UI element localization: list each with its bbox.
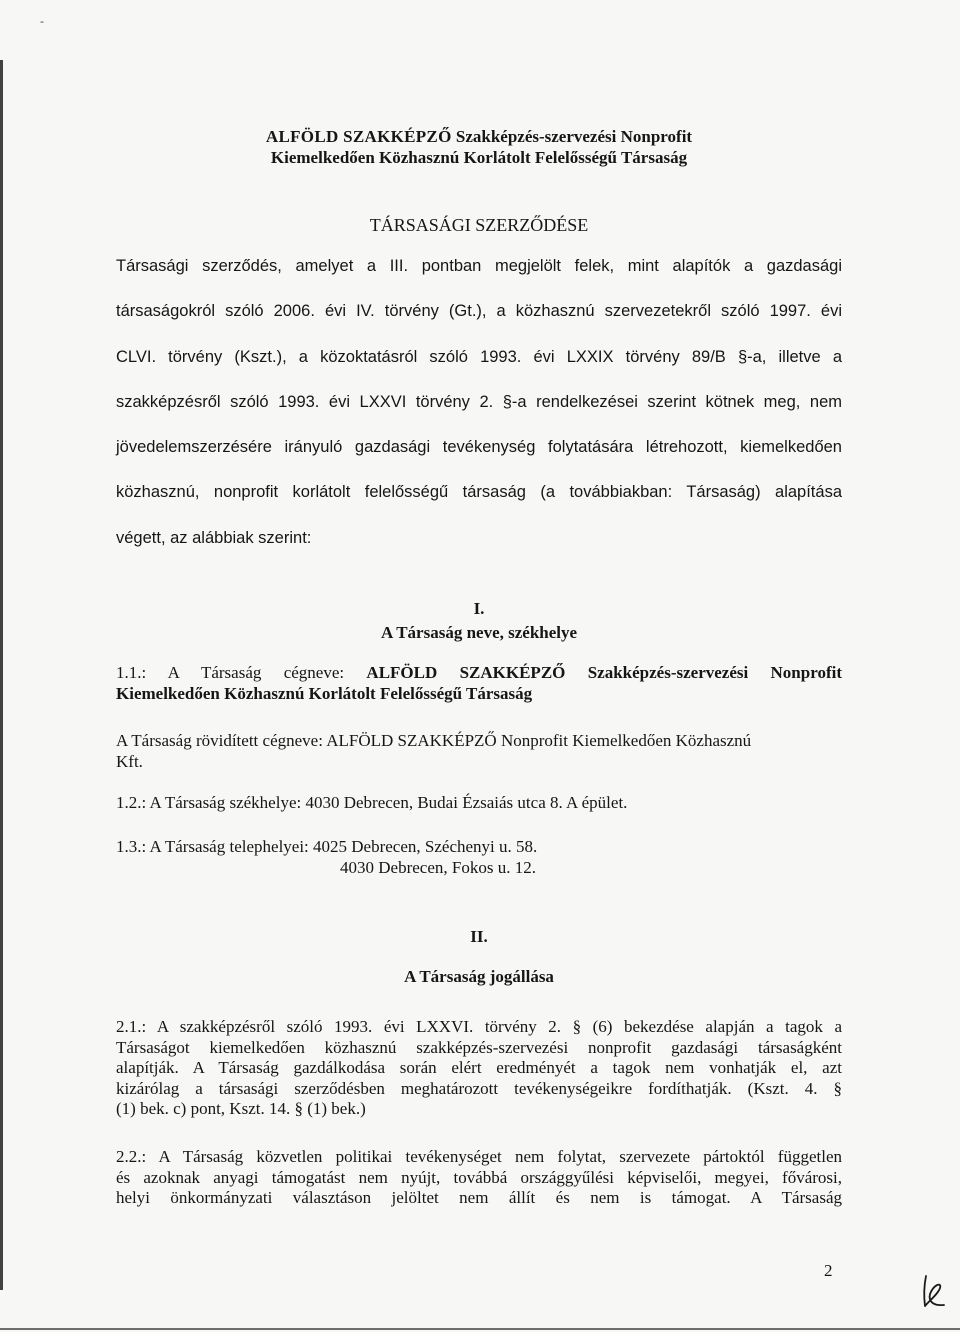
intro-line: Társasági szerződés, amelyet a III. pontban megjelölt felek, mint alapítók a gazdasági <box>116 257 842 275</box>
paragraph-1-3 <box>116 836 842 877</box>
document-title: TÁRSASÁGI SZERZŐDÉSE <box>369 215 589 235</box>
handwritten-initial <box>918 1272 948 1312</box>
paragraph-1-3-line1: 1.3.: A Társaság telephelyei: 4025 Debrecen, Széchenyi u. 58. <box>116 837 538 856</box>
paragraph-2-1 <box>116 1016 842 1119</box>
scan-bottom-line <box>0 1328 960 1330</box>
paragraph-1-1-line1 <box>116 662 842 683</box>
short-name-paragraph <box>116 730 842 771</box>
section-2-title: A Társaság jogállása <box>404 967 554 986</box>
company-header <box>116 126 842 169</box>
intro-paragraph <box>116 254 842 571</box>
paragraph-2-1-line: (1) bek. c) pont, Kszt. 14. § (1) bek.) <box>116 1099 366 1118</box>
company-header-line1 <box>116 126 842 147</box>
intro-line: végett, az alábbiak szerint: <box>116 528 312 547</box>
intro-line: társaságokról szóló 2006. évi IV. törvény (Gt.), a közhasznú szervezetekről szóló 1997. évi <box>116 302 842 321</box>
paragraph-2-2-line: 2.2.: A Társaság közvetlen politikai tevékenységet nem folytat, szervezete pártoktól független <box>116 1147 842 1166</box>
paragraph-1-1-line2: Kiemelkedően Közhasznú Korlátolt Felelősségű Társaság <box>116 683 533 703</box>
paragraph-1-2-text: 1.2.: A Társaság székhelye: 4030 Debrecen, Budai Ézsaiás utca 8. A épület. <box>116 793 628 812</box>
paragraph-2-1-line: kizárólag a társasági szerződésben meghatározott tevékenységeikre fordíthatják. (Kszt. 4. § <box>116 1078 842 1098</box>
company-name-caps: ALFÖLD SZAKKÉPZŐ <box>265 127 452 146</box>
section-2-number: II. <box>470 927 488 946</box>
scan-margin-line <box>0 60 3 1290</box>
paragraph-2-2 <box>116 1146 842 1208</box>
paragraph-2-2-line: és azoknak anyagi támogatást nem nyújt, továbbá országgyűlési képviselői, megyei, fővárosi, <box>116 1167 842 1187</box>
company-header-line2: Kiemelkedően Közhasznú Korlátolt Felelősségű Társaság <box>270 148 688 168</box>
short-name-line2: Kft. <box>116 751 143 771</box>
page-number: 2 <box>824 1261 833 1280</box>
section-1-title: A Társaság neve, székhelye <box>380 623 578 642</box>
paragraph-2-1-line: alapítják. A Társaság gazdálkodása során elért eredményét a tagok nem vonhatják el, azt <box>116 1058 842 1077</box>
paragraph-2-1-line: 2.1.: A szakképzésről szóló 1993. évi LXXVI. törvény 2. § (6) bekezdése alapján a tagok a <box>116 1017 842 1036</box>
company-name-caps: ALFÖLD SZAKKÉPZŐ <box>366 663 566 682</box>
paragraph-2-2-line: helyi önkormányzati választáson jelöltet nem állít és nem is támogat. A Társaság <box>116 1188 842 1207</box>
intro-line: közhasznú, nonprofit korlátolt felelősségű társaság (a továbbiakban: Társaság) alapítása <box>116 483 842 502</box>
section-1-number: I. <box>473 599 485 618</box>
paragraph-1-1-label: 1.1.: A Társaság cégneve: <box>116 663 367 682</box>
paragraph-1-1 <box>116 662 842 703</box>
scan-speck: - <box>40 14 44 28</box>
paragraph-2-1-line: Társaságot kiemelkedően közhasznú szakképzés-szervezési nonprofit gazdasági társaságként <box>116 1037 842 1057</box>
intro-line: jövedelemszerzésére irányuló gazdasági tevékenység folytatására létrehozott, kiemelkedően <box>116 438 842 457</box>
intro-line: szakképzésről szóló 1993. évi LXXVI törvény 2. §-a rendelkezései szerint kötnek meg, nem <box>116 392 842 411</box>
intro-line: CLVI. törvény (Kszt.), a közoktatásról szóló 1993. évi LXXIX törvény 89/B §-a, illetve a <box>116 347 842 366</box>
paragraph-1-2 <box>116 792 842 813</box>
company-name-rest: Szakképzés-szervezési Nonprofit <box>565 663 843 682</box>
company-name-rest: Szakképzés-szervezési Nonprofit <box>451 127 693 146</box>
short-name-line1: A Társaság rövidített cégneve: ALFÖLD SZAKKÉPZŐ Nonprofit Kiemelkedően Közhasznú <box>116 731 752 750</box>
paragraph-1-3-line2: 4030 Debrecen, Fokos u. 12. <box>340 857 536 877</box>
